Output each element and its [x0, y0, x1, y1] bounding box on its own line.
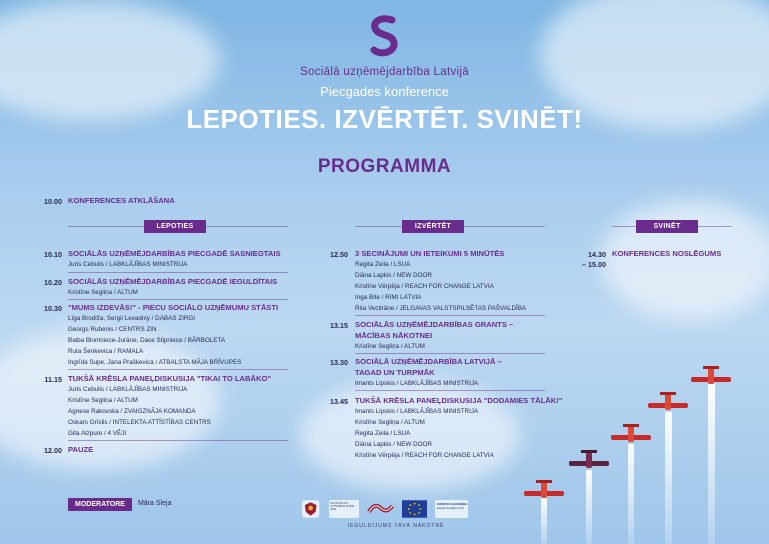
session-title: TUKŠĀ KRĒSLA PANEĻDISKUSIJA "TIKAI TO LABĀKO"	[68, 374, 271, 383]
aerobatic-plane-icon	[691, 366, 731, 384]
speaker: Ruta Šenkevica / RAMALA	[68, 348, 144, 355]
aerobatic-plane-icon	[611, 424, 651, 442]
conference-subtitle: Piecgades konference	[320, 84, 449, 99]
speaker: Baiba Blomniece-Jurāne, Dace Stipniece / BĀRBOLETA	[68, 337, 226, 344]
speaker: Ingrīda Supe, Jana Praškevica / ATBALSTA MĀJA BRĪVUPES	[68, 359, 242, 366]
moderator-name: Māra Sleja	[138, 500, 172, 507]
session-time: 13.45	[330, 397, 348, 406]
session-title: SOCIĀLĀ UZŅĒMĒJDARBĪBA LATVIJĀ –	[355, 357, 502, 366]
session-time: 10.20	[44, 278, 62, 287]
session-time: 12.50	[330, 250, 348, 259]
row-divider	[68, 272, 288, 273]
headline: LEPOTIES. IZVĒRTĒT. SVINĒT!	[186, 104, 583, 134]
session-time: 13.30	[330, 358, 348, 367]
speaker: Inga Bite / RIMI LATVIA	[355, 294, 422, 301]
sponsor-logos	[300, 498, 468, 520]
session-title: SOCIĀLĀS UZŅĒMĒJDARBĪBAS PIECGADĒ SASNIEGTAIS	[68, 249, 281, 258]
aerobatic-plane-icon	[524, 480, 564, 498]
session-title-line2: TAGAD UN TURPMĀK	[355, 368, 435, 377]
cloud	[0, 0, 220, 120]
session-time: 12.00	[44, 446, 62, 455]
latvian-flag-ribbon-icon	[367, 500, 394, 518]
session-title-line2: MĀCĪBAS NĀKOTNEI	[355, 331, 433, 340]
session-time: 10.10	[44, 250, 62, 259]
column-header-lepoties: LEPOTIES	[144, 220, 206, 233]
session-time: 10.30	[44, 304, 62, 313]
cloud	[600, 200, 769, 320]
aerobatic-plane-icon	[648, 392, 688, 410]
nap-logo-text: NACIONĀLAIS ATTĪSTĪBAS PLĀNS 2020	[330, 502, 355, 512]
nap-logo	[329, 500, 358, 518]
smoke-trail	[541, 498, 547, 544]
smoke-trail	[586, 470, 592, 544]
speaker: Kristīne Segliņa / ALTUM	[68, 397, 138, 404]
speaker: Kristīne Segliņa / ALTUM	[355, 419, 425, 426]
speaker: Kristīne Vērpēja / REACH FOR CHANGE LATVIA	[355, 283, 494, 290]
esf-logo	[435, 500, 468, 518]
eu-flag-icon	[402, 500, 427, 518]
speaker: Imants Lipskis / LABKLĀJĪBAS MINISTRIJA	[355, 380, 479, 387]
aerobatic-planes-illustration	[520, 360, 760, 544]
speaker: Agnese Rakovska / ZVAIGZNĀJA KOMANDA	[68, 408, 196, 415]
column-header-svinet: SVINĒT	[636, 220, 698, 233]
footer-slogan: IEGULDĪJUMS TAVĀ NĀKOTNĒ	[347, 523, 445, 529]
speaker: Diāna Lapkis / NEW DOOR	[355, 441, 432, 448]
speaker: Juris Cebulis / LABKLĀJĪBAS MINISTRIJA	[68, 261, 188, 268]
column-header-izvertet: IZVĒRTĒT	[402, 220, 464, 233]
smoke-trail	[628, 444, 634, 544]
smoke-trail	[665, 412, 672, 544]
organization-name: Sociālā uzņēmējdarbība Latvijā	[300, 66, 469, 78]
aerobatic-plane-icon	[569, 450, 609, 468]
speaker: Juris Cebulis / LABKLĀJĪBAS MINISTRIJA	[68, 386, 188, 393]
session-title: SOCIĀLĀS UZŅĒMĒJDARBĪBAS PIECGADĒ IEGULDĪTAIS	[68, 277, 278, 286]
moderator-label: MODERATORE	[68, 498, 132, 511]
programma-heading: PROGRAMMA	[317, 156, 452, 177]
speaker: Rita Vectirāne / JELGAVAS VALSTSPILSĒTAS PAŠVALDĪBA	[355, 305, 527, 312]
session-title: KONFERENCES NOSLĒGUMS	[612, 249, 722, 258]
session-title: PAUZE	[68, 445, 94, 454]
row-divider	[68, 299, 288, 300]
row-divider	[355, 315, 545, 316]
latvia-coat-of-arms-icon	[300, 499, 321, 519]
session-title: TUKŠĀ KRĒSLA PANEĻDISKUSIJA "DODAMIES TĀLĀK!"	[355, 396, 563, 405]
smoke-trail	[708, 384, 715, 544]
speaker: Kristīne Segliņa / ALTUM	[68, 289, 138, 296]
speaker: Imants Lipskis / LABKLĀJĪBAS MINISTRIJA	[355, 408, 479, 415]
session-time: 11.15	[44, 375, 62, 384]
opening-time: 10.00	[44, 197, 62, 206]
speaker: Kristīne Vērpēja / REACH FOR CHANGE LATVIA	[355, 452, 494, 459]
esf-logo-text: Eiropas Sociālais fonds	[436, 507, 464, 510]
speaker: Līga Brodiža, Sergii Levadniy / DABAS ZIRGI	[68, 315, 196, 322]
opening-title: KONFERENCES ATKLĀŠANA	[68, 196, 175, 205]
row-divider	[68, 369, 288, 370]
row-divider	[355, 390, 545, 391]
session-time-end: – 15.00	[582, 260, 606, 269]
session-title: 3 SECINĀJUMI UN IETEIKUMI 5 MINŪTĒS	[355, 249, 505, 258]
speaker: Kristīne Segliņa / ALTUM	[355, 343, 425, 350]
sula-logo-icon	[367, 14, 401, 58]
session-title: SOCIĀLĀS UZŅĒMĒJDARBĪBAS GRANTS –	[355, 320, 514, 329]
speaker: Oskars Grīslis / INTELEKTA ATTĪSTĪBAS CENTRS	[68, 419, 211, 426]
row-divider	[68, 440, 288, 441]
row-divider	[355, 353, 545, 354]
speaker: Regita Zeila / LSUA	[355, 261, 411, 268]
session-time: 14.30	[588, 250, 606, 259]
session-title: "MUMS IZDEVĀS!" - PIECU SOCIĀLO UZŅĒMUMU STĀSTI	[68, 303, 279, 312]
eu-logo-text: EIROPAS SAVIENĪBA	[436, 502, 468, 506]
speaker: Regita Zeila / LSUA	[355, 430, 411, 437]
speaker: Diāna Lapkis / NEW DOOR	[355, 272, 432, 279]
session-time: 13.15	[330, 321, 348, 330]
speaker: Georgs Rubenis / CENTRS ZIN	[68, 326, 157, 333]
speaker: Gita Alzpure / 4 VĒJI	[68, 430, 127, 437]
